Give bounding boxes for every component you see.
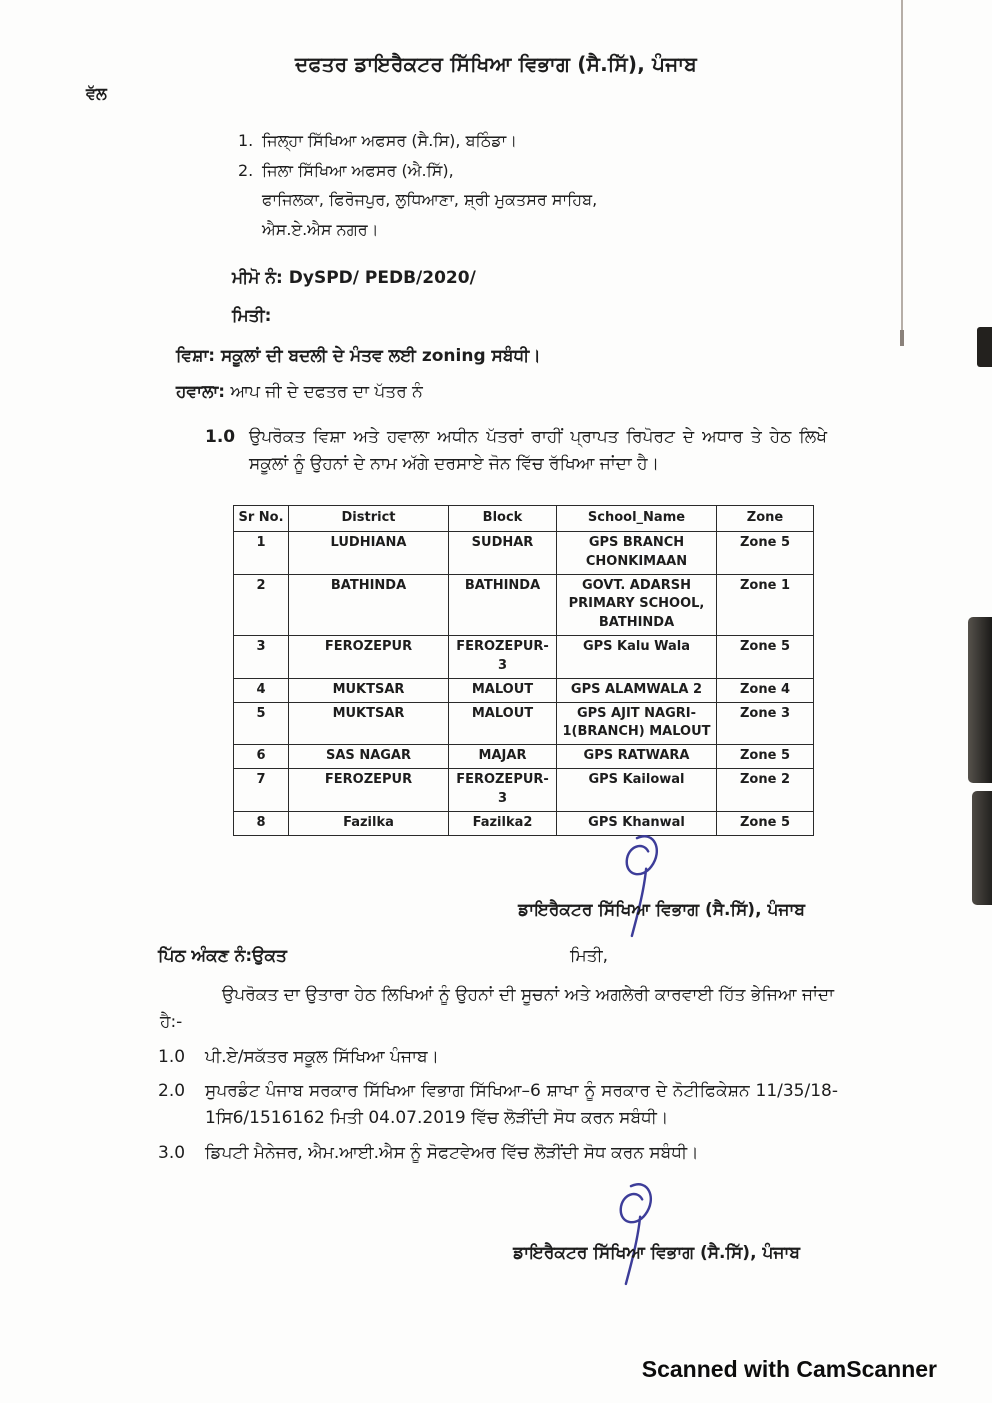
cell-block: Fazilka2: [449, 811, 557, 835]
scan-shadow-artifact: [972, 791, 992, 905]
memo-label: ਮੀਮੋ ਨੰ:: [232, 268, 283, 288]
table-row: [234, 811, 814, 835]
endorsement-item: [158, 1078, 838, 1132]
cell-block: MALOUT: [449, 678, 557, 702]
table-row: [234, 636, 814, 679]
scan-edge-line: [901, 0, 903, 330]
cell-district: Fazilka: [289, 811, 449, 835]
endorsement-item-text: ਸੁਪਰਡੰਟ ਪੰਜਾਬ ਸਰਕਾਰ ਸਿੱਖਿਆ ਵਿਭਾਗ ਸਿੱਖਿਆ–6 ਸ਼ਾਖਾ ਨੂੰ ਸਰਕਾਰ ਦੇ ਨੋਟੀਫਿਕੇਸ਼ਨ 11/35/18-1ਸਿ6/1516162 ਮਿਤੀ 04.07.2019 ਵਿੱਚ ਲੋੜੀਂਦੀ ਸੋਧ ਕਰਨ ਸਬੰਧੀ।: [205, 1081, 838, 1129]
director-signature-line-1: ਡਾਇਰੈਕਟਰ ਸਿੱਖਿਆ ਵਿਭਾਗ (ਸੈ.ਸਿੱ), ਪੰਜਾਬ: [518, 900, 805, 920]
reference-line: [176, 382, 423, 402]
signature-squiggle: [592, 1178, 674, 1294]
cell-sr: 4: [234, 678, 289, 702]
endorsement-item-number: 3.0: [158, 1142, 186, 1163]
recipient-number: 2.: [238, 160, 254, 180]
col-header-zone: Zone: [717, 506, 814, 532]
cell-school: GPS ALAMWALA 2: [557, 678, 717, 702]
paragraph-text: ਉਪਰੋਕਤ ਵਿਸ਼ਾ ਅਤੇ ਹਵਾਲਾ ਅਧੀਨ ਪੱਤਰਾਂ ਰਾਹੀਂ ਪ੍ਰਾਪਤ ਰਿਪੋਰਟ ਦੇ ਅਧਾਰ ਤੇ ਹੇਠ ਲਿਖੇ ਸਕੂਲਾਂ ਨੂੰ ਉਹਨਾਂ ਦੇ ਨਾਮ ਅੱਗੇ ਦਰਸਾਏ ਜੋਨ ਵਿੱਚ ਰੱਖਿਆ ਜਾਂਦਾ ਹੈ।: [249, 427, 827, 475]
cell-district: BATHINDA: [289, 574, 449, 636]
cell-sr: 3: [234, 636, 289, 679]
recipient-item: [238, 156, 758, 186]
cell-school: GPS Kalu Wala: [557, 636, 717, 679]
cell-school: GPS Kailowal: [557, 769, 717, 812]
recipient-text-continued: ਐਸ.ਏ.ਐਸ ਨਗਰ।: [262, 219, 379, 239]
recipient-text: ਜਿਲਾ ਸਿੱਖਿਆ ਅਫਸਰ (ਐ.ਸਿੱ),: [262, 160, 454, 180]
cell-zone: Zone 5: [717, 811, 814, 835]
table-row: [234, 678, 814, 702]
cell-district: MUKTSAR: [289, 702, 449, 745]
cell-school: GOVT. ADARSH PRIMARY SCHOOL, BATHINDA: [557, 574, 717, 636]
cell-school: GPS AJIT NAGRI-1(BRANCH) MALOUT: [557, 702, 717, 745]
scan-edge-mark: [900, 330, 904, 346]
cell-district: MUKTSAR: [289, 678, 449, 702]
paragraph-number: 1.0: [205, 427, 236, 447]
cell-school: GPS Khanwal: [557, 811, 717, 835]
endorsement-item-text: ਡਿਪਟੀ ਮੈਨੇਜਰ, ਐਮ.ਆਈ.ਐਸ ਨੂੰ ਸੋਫਟਵੇਅਰ ਵਿੱਚ ਲੋੜੀਂਦੀ ਸੋਧ ਕਰਨ ਸਬੰਧੀ।: [205, 1142, 699, 1163]
col-header-sr-no: Sr No.: [234, 506, 289, 532]
cell-block: MALOUT: [449, 702, 557, 745]
cell-zone: Zone 5: [717, 636, 814, 679]
to-label: ਵੱਲ: [86, 84, 107, 103]
cell-block: MAJAR: [449, 745, 557, 769]
recipient-number: 1.: [238, 131, 254, 150]
col-header-school-name: School_Name: [557, 506, 717, 532]
cell-sr: 8: [234, 811, 289, 835]
cell-sr: 1: [234, 531, 289, 574]
endorsement-item: [158, 1044, 838, 1071]
cell-block: SUDHAR: [449, 531, 557, 574]
signature-squiggle: [598, 830, 680, 946]
subject-label: ਵਿਸ਼ਾ:: [176, 346, 216, 366]
paragraph-1: [205, 424, 827, 478]
endorsement-item-list: [158, 1044, 838, 1174]
recipient-list: [238, 126, 758, 244]
scan-shadow-artifact: [968, 617, 992, 783]
recipient-text-continued: ਫਾਜਿਲਕਾ, ਫਿਰੋਜਪੁਰ, ਲੁਧਿਆਣਾ, ਸ਼੍ਰੀ ਮੁਕਤਸਰ ਸਾਹਿਬ,: [262, 190, 598, 210]
director-signature-line-2: ਡਾਇਰੈਕਟਰ ਸਿੱਖਿਆ ਵਿਭਾਗ (ਸੈ.ਸਿੱ), ਪੰਜਾਬ: [513, 1243, 800, 1263]
date-line: ਮਿਤੀ:: [232, 306, 272, 326]
endorsement-item-text: ਪੀ.ਏ/ਸਕੱਤਰ ਸਕੂਲ ਸਿੱਖਿਆ ਪੰਜਾਬ।: [205, 1047, 440, 1067]
table-header-row: [234, 506, 814, 532]
reference-label: ਹਵਾਲਾ:: [176, 382, 226, 402]
cell-school: GPS BRANCH CHONKIMAAN: [557, 531, 717, 574]
scan-shadow-artifact: [977, 327, 992, 367]
cell-block: FEROZEPUR-3: [449, 769, 557, 812]
table-row: [234, 745, 814, 769]
cell-sr: 2: [234, 574, 289, 636]
recipient-text: ਜਿਲ੍ਹਾ ਸਿੱਖਿਆ ਅਫਸਰ (ਸੈ.ਸਿ), ਬਠਿੰਡਾ।: [262, 131, 517, 150]
endorsement-number-label: ਪਿੱਠ ਅੰਕਣ ਨੰ:ਉਕਤ: [158, 946, 287, 966]
table-row: [234, 769, 814, 812]
col-header-district: District: [289, 506, 449, 532]
cell-zone: Zone 2: [717, 769, 814, 812]
table-row: [234, 702, 814, 745]
subject-text: ਸਕੂਲਾਂ ਦੀ ਬਦਲੀ ਦੇ ਮੰਤਵ ਲਈ zoning ਸਬੰਧੀ।: [221, 346, 541, 366]
cell-zone: Zone 1: [717, 574, 814, 636]
cell-zone: Zone 5: [717, 531, 814, 574]
reference-text: ਆਪ ਜੀ ਦੇ ਦਫਤਰ ਦਾ ਪੱਤਰ ਨੰ: [230, 382, 423, 402]
endorsement-item-number: 2.0: [158, 1081, 186, 1102]
cell-school: GPS RATWARA: [557, 745, 717, 769]
col-header-block: Block: [449, 506, 557, 532]
cell-sr: 6: [234, 745, 289, 769]
cell-sr: 5: [234, 702, 289, 745]
cell-zone: Zone 3: [717, 702, 814, 745]
zoning-table: [233, 505, 814, 836]
cell-block: FEROZEPUR-3: [449, 636, 557, 679]
cell-zone: Zone 4: [717, 678, 814, 702]
endorsement-date-label: ਮਿਤੀ,: [570, 946, 609, 966]
endorsement-item: [158, 1140, 838, 1167]
recipient-item: [238, 126, 758, 156]
page-title: ਦਫਤਰ ਡਾਇਰੈਕਟਰ ਸਿੱਖਿਆ ਵਿਭਾਗ (ਸੈ.ਸਿੱ), ਪੰਜਾਬ: [295, 52, 697, 76]
cell-district: FEROZEPUR: [289, 636, 449, 679]
endorsement-item-number: 1.0: [158, 1047, 186, 1067]
memo-number-line: [232, 268, 476, 288]
cell-district: LUDHIANA: [289, 531, 449, 574]
table-row: [234, 531, 814, 574]
memo-value: DySPD/ PEDB/2020/: [288, 268, 476, 288]
cell-zone: Zone 5: [717, 745, 814, 769]
table-row: [234, 574, 814, 636]
cell-district: FEROZEPUR: [289, 769, 449, 812]
subject-line: [176, 346, 541, 366]
cell-block: BATHINDA: [449, 574, 557, 636]
endorsement-body: ਉਪਰੋਕਤ ਦਾ ਉਤਾਰਾ ਹੇਠ ਲਿਖਿਆਂ ਨੂੰ ਉਹਨਾਂ ਦੀ ਸੂਚਨਾਂ ਅਤੇ ਅਗਲੇਰੀ ਕਾਰਵਾਈ ਹਿੱਤ ਭੇਜਿਆ ਜਾਂਦਾ ਹੈ:-: [160, 985, 834, 1033]
camscanner-watermark: Scanned with CamScanner: [641, 1356, 937, 1382]
cell-district: SAS NAGAR: [289, 745, 449, 769]
cell-sr: 7: [234, 769, 289, 812]
